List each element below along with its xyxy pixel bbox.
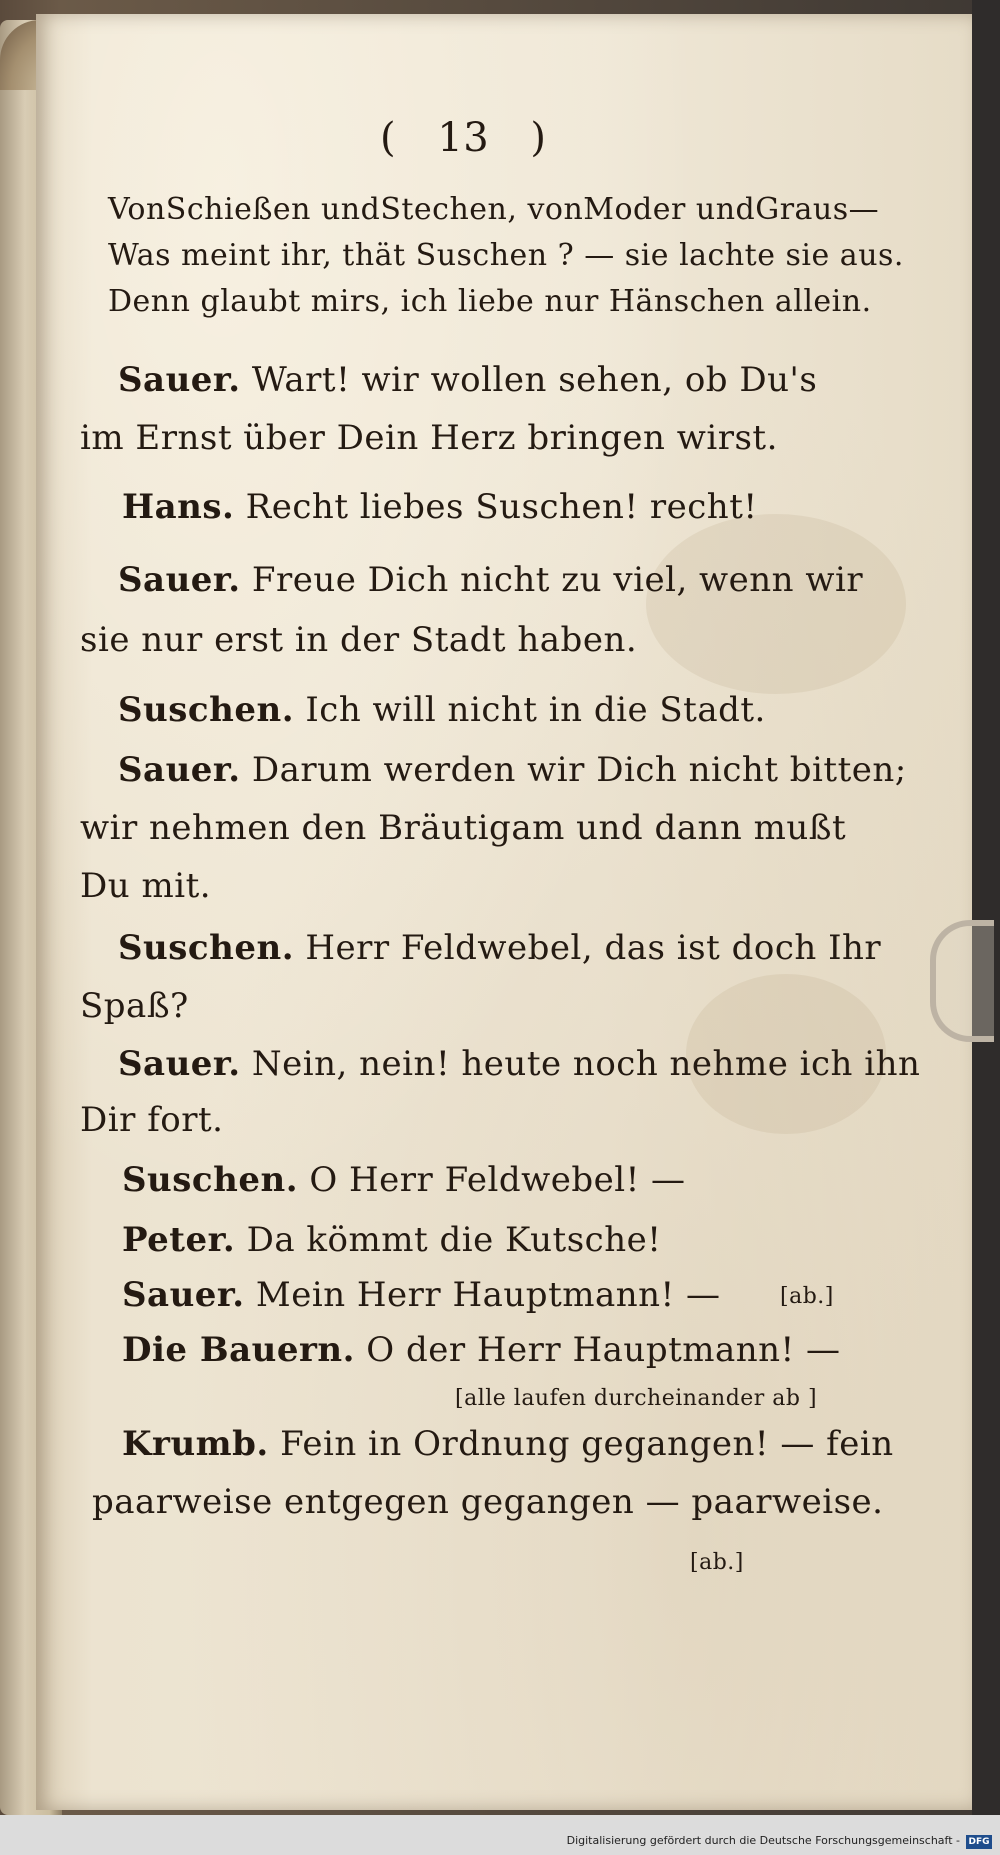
dialogue-line (122, 1424, 894, 1464)
speaker-name: Sauer. (118, 1044, 241, 1084)
dialogue-line (122, 1160, 686, 1200)
dialogue-line (122, 1330, 841, 1370)
stage-direction: [ab.] (780, 1284, 834, 1309)
dialogue-line (118, 360, 817, 400)
paper-stain (646, 514, 906, 694)
dialogue-line (118, 928, 881, 968)
speaker-name: Die Bauern. (122, 1330, 355, 1370)
speech-text: Nein, nein! heute noch nehme ich ihn (251, 1044, 921, 1084)
dialogue-continuation: wir nehmen den Bräutigam und dann mußt (80, 808, 847, 848)
page-number: ( 13 ) (380, 115, 547, 161)
dialogue-continuation: Du mit. (80, 866, 212, 906)
speaker-name: Suschen. (118, 928, 295, 968)
verse-line-2: Was meint ihr, thät Suschen ? — sie lachte sie aus. (108, 238, 904, 273)
verse-line-1: VonSchießen undStechen, vonModer undGraus— (108, 192, 880, 227)
speech-text: O der Herr Hauptmann! — (366, 1330, 841, 1370)
speaker-name: Suschen. (122, 1160, 299, 1200)
dialogue-continuation: im Ernst über Dein Herz bringen wirst. (80, 418, 778, 458)
dfg-logo: DFG (966, 1835, 992, 1849)
speech-text: Fein in Ordnung gegangen! — fein (280, 1424, 894, 1464)
dialogue-line (122, 487, 758, 527)
dialogue-continuation: Dir fort. (80, 1100, 224, 1140)
dialogue-continuation: paarweise entgegen gegangen — paarweise. (92, 1482, 884, 1522)
speech-text: Darum werden wir Dich nicht bitten; (251, 750, 907, 790)
dialogue-line (122, 1220, 661, 1260)
speech-text: Wart! wir wollen sehen, ob Du's (251, 360, 818, 400)
speaker-name: Hans. (122, 487, 235, 527)
speech-text: Ich will nicht in die Stadt. (305, 690, 766, 730)
stage-direction: [alle laufen durcheinander ab ] (455, 1386, 818, 1411)
speaker-name: Sauer. (118, 750, 241, 790)
speech-text: Recht liebes Suschen! recht! (245, 487, 758, 527)
speaker-name: Krumb. (122, 1424, 269, 1464)
speech-text: O Herr Feldwebel! — (309, 1160, 686, 1200)
speaker-name: Peter. (122, 1220, 236, 1260)
speaker-name: Sauer. (122, 1275, 245, 1315)
speech-text: Mein Herr Hauptmann! — (255, 1275, 721, 1315)
dialogue-line (118, 690, 766, 730)
dialogue-line (118, 560, 863, 600)
dialogue-line (118, 1044, 920, 1084)
speech-text: Freue Dich nicht zu viel, wenn wir (251, 560, 864, 600)
digitization-credit: Digitalisierung gefördert durch die Deutsche Forschungsgemeinschaft - (566, 1834, 960, 1847)
dialogue-continuation: Spaß? (80, 986, 189, 1026)
stage-direction: [ab.] (690, 1550, 744, 1575)
dialogue-line (118, 750, 907, 790)
speech-text: Da kömmt die Kutsche! (246, 1220, 662, 1260)
dialogue-continuation: sie nur erst in der Stadt haben. (80, 620, 638, 660)
page-clip (930, 920, 994, 1042)
speech-text: Herr Feldwebel, das ist doch Ihr (305, 928, 882, 968)
speaker-name: Suschen. (118, 690, 295, 730)
verse-line-3: Denn glaubt mirs, ich liebe nur Hänschen allein. (108, 284, 872, 319)
dialogue-line (122, 1275, 721, 1315)
speaker-name: Sauer. (118, 360, 241, 400)
speaker-name: Sauer. (118, 560, 241, 600)
